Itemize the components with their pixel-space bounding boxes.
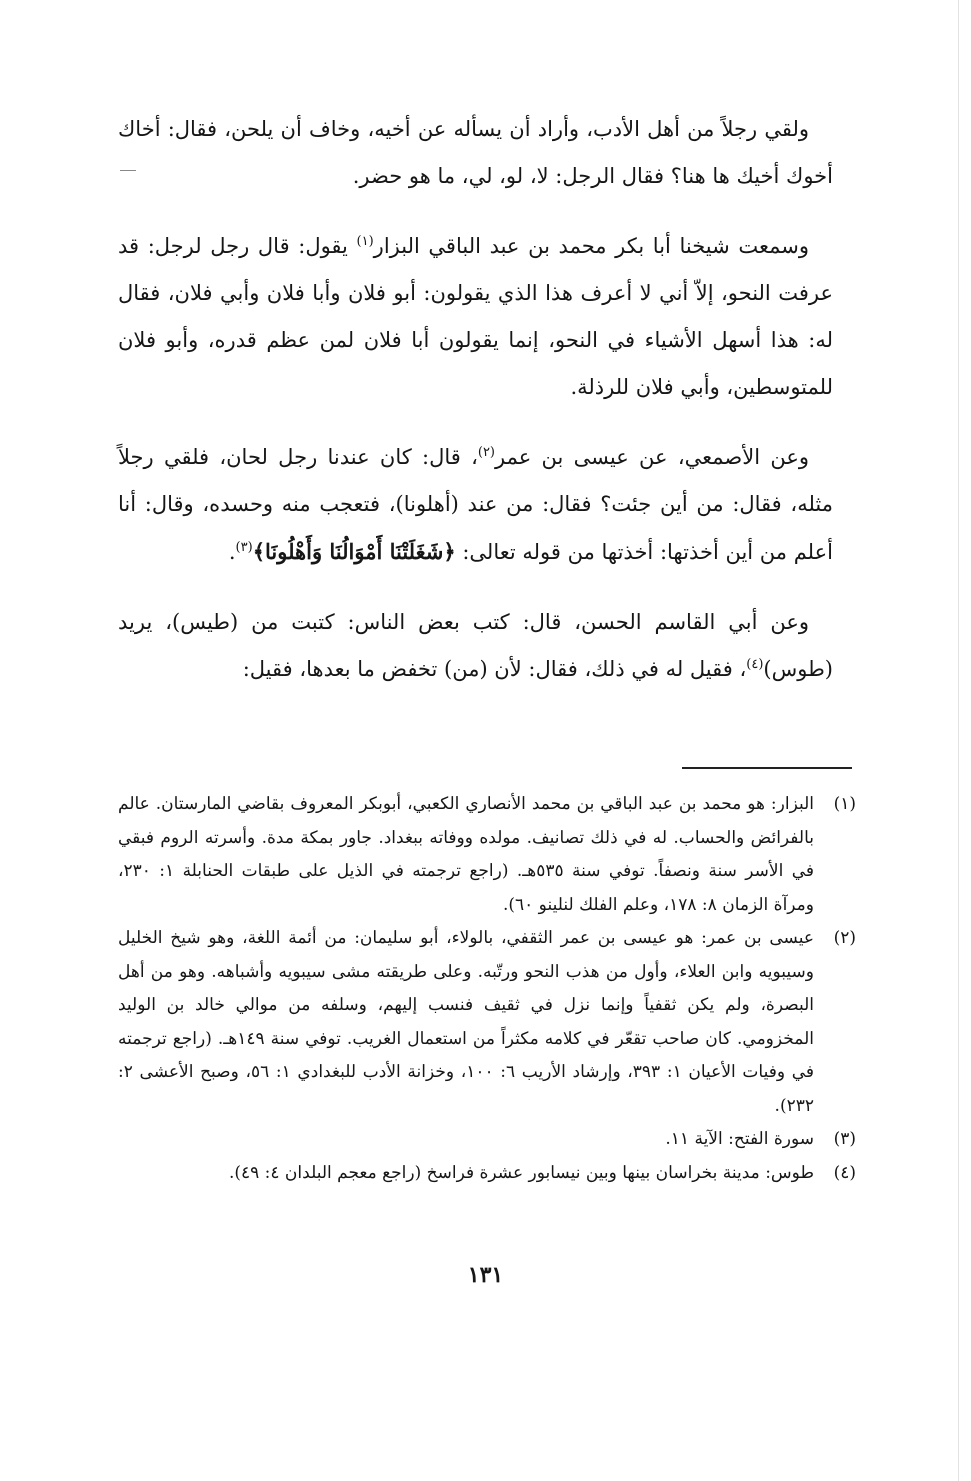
footnote-1 (118, 788, 856, 922)
paragraph-1-text: ولقي رجلاً من أهل الأدب، وأراد أن يسأله عن أخيه، وخاف أن يلحن، فقال: أخاك أخوك أخيك ها هنا؟ فقال الرجل: لا، لو، لي، ما هو حضر. (118, 117, 833, 188)
scan-mark (120, 170, 136, 171)
page-edge (958, 0, 959, 1481)
paragraph-4-text-a: وعن أبي القاسم الحسن، قال: كتب بعض الناس: كتبت من (طيس)، يريد (طوس) (118, 610, 833, 681)
footnote-4-number: (٤) (833, 1162, 856, 1183)
footnote-2 (118, 922, 856, 1123)
paragraph-2-text-a: وسمعت شيخنا أبا بكر محمد بن عبد الباقي البزار (373, 234, 809, 258)
footnotes (118, 788, 856, 1190)
quran-verse: ﴿شَغَلَتْنَا أَمْوَالُنَا وَأَهْلُونَا﴾ (252, 539, 456, 564)
footnote-2-number: (٢) (833, 928, 856, 948)
paragraph-3-text-b: ، قال: كان عندنا رجل لحان، فلقي رجلاً مثله، فقال: من أين جئت؟ فقال: من عند (أهلونا)، فتعجب منه وحسده، وقال: أنا أعلم من أين أخذتها: أخذتها من قوله تعالى: (118, 445, 833, 564)
paragraph-1 (118, 106, 833, 200)
paragraph-3 (118, 434, 833, 576)
page-number: ١٣١ (467, 1262, 504, 1288)
footnote-1-number: (١) (833, 794, 856, 814)
footnote-ref-2[interactable]: (٢) (477, 445, 495, 460)
footnote-ref-4[interactable]: (٤) (746, 657, 764, 672)
paragraph-2-text-b: يقول: قال رجل لرجل: قد عرفت النحو، إلاّ أني لا أعرف هذا الذي يقولون: أبو فلان وأبا فلان وأبي فلان، فقال له: هذا أسهل الأشياء في النحو، إنما يقولون أبا فلان لمن عظم قدره، وأبو فلان للمتوسطين، وأبي فلان للرذلة. (118, 234, 833, 399)
paragraph-4 (118, 599, 833, 693)
footnote-ref-3[interactable]: (٣) (235, 540, 253, 555)
main-text (118, 106, 833, 716)
footnote-2-text: عيسى بن عمر: هو عيسى بن عمر الثقفي، بالولاء، أبو سليمان: من أئمة اللغة، وهو شيخ الخليل وسيبويه وابن العلاء، وأول من هذب النحو ورتّبه. وعلى طريقته مشى سيبويه وأشباهه. وهو من أهل البصرة، ولم يكن ثقفياً وإنما نزل في ثقيف فنسب إليهم، وسلفه من موالي خالد بن الوليد المخزومي. كان صاحب تقعّر في كلامه مكثراً من استعمال الغريب. توفي سنة ١٤٩هـ. (راجع ترجمته في وفيات الأعيان ١: ٣٩٣، وإرشاد الأريب ٦: ١٠٠، وخزانة الأدب للبغدادي ١: ٥٦، وصبح الأعشى ٢: ٢٣٢). (118, 928, 814, 1116)
footnote-4-text: طوس: مدينة بخراسان بينها وبين نيسابور عشرة فراسخ (راجع معجم البلدان ٤: ٤٩). (228, 1162, 814, 1183)
footnote-separator (682, 767, 852, 769)
footnote-1-text: البزار: هو محمد بن عبد الباقي بن محمد الأنصاري الكعبي، أبوبكر المعروف بقاضي المارستان. عالم بالفرائض والحساب. له في ذلك تصانيف. مولده ووفاته ببغداد. جاور بمكة مدة. وأسرته الروم فبقي في الأسر سنة ونصفاً. توفي سنة ٥٣٥هـ. (راجع ترجمته في الذيل على طبقات الحنابلة ١: ٢٣٠، ومرآة الزمان ٨: ١٧٨، وعلم الفلك لنلينو ٦٠). (118, 794, 814, 915)
footnote-3 (118, 1123, 856, 1157)
footnote-3-number: (٣) (833, 1129, 856, 1149)
footnote-3-text: سورة الفتح: الآية ١١. (665, 1129, 814, 1149)
paragraph-2 (118, 223, 833, 411)
paragraph-3-text-c: . (228, 540, 236, 564)
paragraph-4-text-b: ، فقيل له في ذلك، فقال: لأن (من) تخفض ما بعدها، فقيل: (242, 657, 747, 681)
footnote-4 (118, 1157, 856, 1191)
paragraph-3-text-a: وعن الأصمعي، عن عيسى بن عمر (495, 445, 809, 469)
footnote-ref-1[interactable]: (١) (356, 234, 374, 249)
